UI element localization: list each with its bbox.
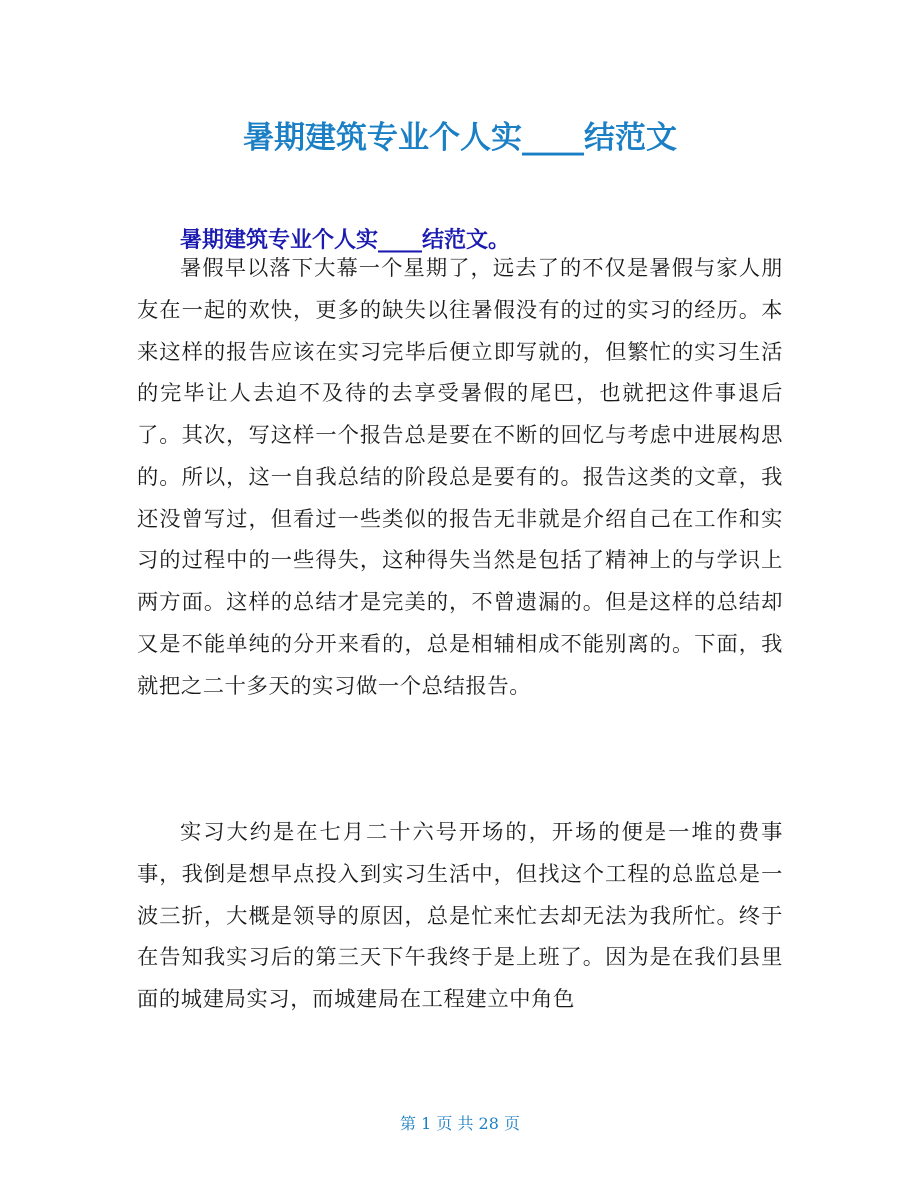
document-subtitle: 暑期建筑专业个人实____结范文。 <box>180 228 511 253</box>
body-paragraph: 暑假早以落下大幕一个星期了，远去了的不仅是暑假与家人朋友在一起的欢快，更多的缺失以往暑假没有的过的实习的经历。本来这样的报告应该在实习完毕后便立即写就的，但繁忙的实习生活的完毕让人去迫不及待的去享受暑假的尾巴，也就把这件事退后了。其次，写这样一个报告总是要在不断的回忆与考虑中进展构思的。所以，这一自我总结的阶段总是要有的。报告这类的文章，我还没曾写过，但看过一些类似的报告无非就是介绍自己在工作和实习的过程中的一些得失，这种得失当然是包括了精神上的与学识上两方面。这样的总结才是完美的，不曾遗漏的。但是这样的总结却又是不能单纯的分开来看的，总是相辅相成不能别离的。下面，我就把之二十多天的实习做一个总结报告。 <box>137 256 783 699</box>
page-number-footer: 第 1 页 共 28 页 <box>400 1114 520 1133</box>
body-paragraph: 实习大约是在七月二十六号开场的，开场的便是一堆的费事事，我倒是想早点投入到实习生活中，但找这个工程的总监总是一波三折，大概是领导的原因，总是忙来忙去却无法为我所忙。终于在告知我实习后的第三天下午我终于是上班了。因为是在我们县里面的城建局实习，而城建局在工程建立中角色 <box>137 820 783 1012</box>
document-title: 暑期建筑专业个人实____结范文 <box>243 120 677 156</box>
